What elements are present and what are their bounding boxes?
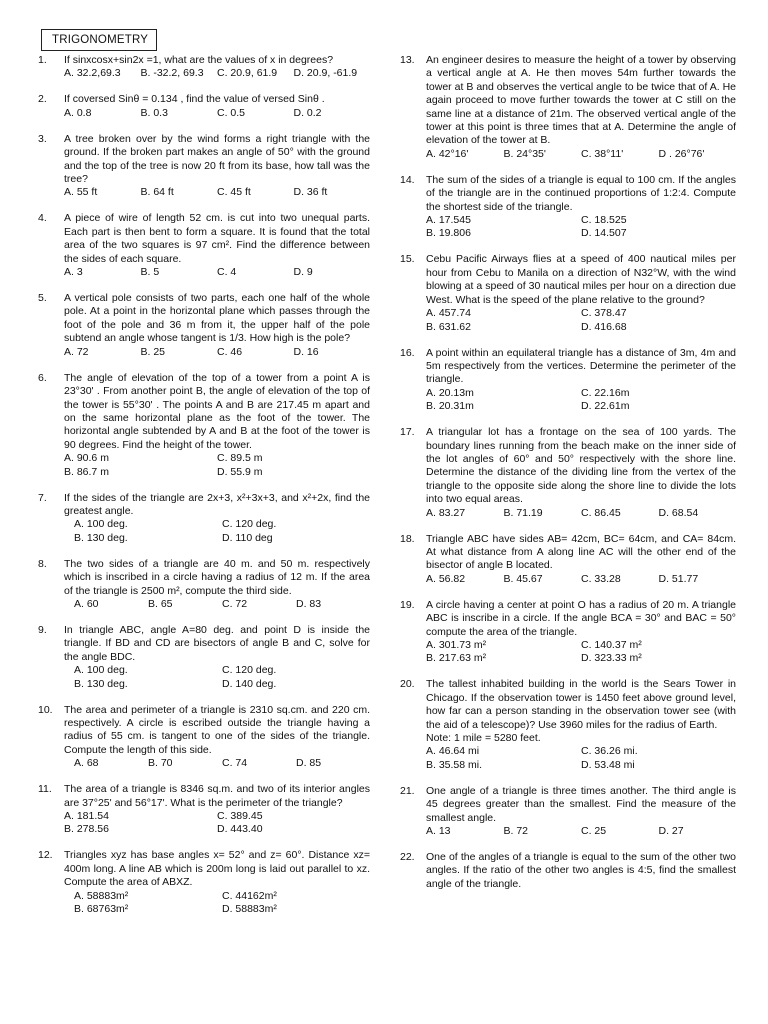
question-text: A triangular lot has a frontage on the sea of 100 yards. The boundary lines running from the beach make on the inner side of the lot angles of 60° and 50° respectively with the shore line. Determine the distance of the dividing line from the vertex of the triangle to the opposite side along the shore line to divide the lots into two equal areas.	[426, 426, 736, 506]
answer-option: B. 19.806	[426, 227, 471, 240]
answer-option: C. 74	[222, 757, 248, 770]
answer-option: B. 70	[148, 757, 173, 770]
answer-option: B. 72	[503, 825, 529, 838]
answer-option: A. 20.13m	[426, 386, 474, 399]
question-17	[400, 426, 736, 520]
question-10	[38, 704, 370, 771]
answer-option: B. 68763m²	[74, 903, 129, 916]
answer-option: B. 71.19	[503, 506, 543, 519]
answer-option: D. 140 deg.	[222, 677, 277, 690]
answer-option: A. 457.74	[426, 307, 471, 320]
answer-option: B. 631.62	[426, 320, 471, 333]
answer-option: A. 3	[64, 266, 83, 279]
question-number: 10.	[38, 703, 53, 716]
answer-option: C. 72	[222, 597, 248, 610]
question-2	[38, 93, 370, 120]
answer-option: D. 323.33 m²	[581, 652, 642, 665]
question-text: The area and perimeter of a triangle is 2310 sq.cm. and 220 cm. respectively. A circle is escribed outside the triangle having a radius of 55 cm. is tangent to one of the sides of the triangle. Compute the length of this side.	[64, 703, 370, 756]
question-number: 18.	[400, 532, 415, 545]
answer-options	[426, 507, 736, 520]
answer-options	[426, 307, 736, 334]
question-16	[400, 347, 736, 414]
answer-option: B. 45.67	[503, 572, 543, 585]
question-number: 19.	[400, 598, 415, 611]
answer-options	[426, 639, 736, 666]
answer-options	[64, 186, 370, 199]
answer-option: C. 86.45	[581, 506, 621, 519]
answer-options	[64, 346, 370, 359]
answer-option: B. 0.3	[140, 106, 168, 119]
question-text: The tallest inhabited building in the world is the Sears Tower in Chicago. If the observation tower is 1450 feet above ground level, how far can a person standing in the observation tower see (with the aid of a telescope)? Use 3960 miles for the radius of Earth.	[426, 678, 736, 731]
answer-options	[426, 573, 736, 586]
answer-options	[64, 266, 370, 279]
answer-option: B. 86.7 m	[64, 465, 109, 478]
question-text: A vertical pole consists of two parts, each one half of the whole pole. At a point in the horizontal plane which passes through the foot of the pole and 36 m from it, the upper half of the pole subtend an angle whose tangent is 1/3. How high is the pole?	[64, 292, 370, 345]
question-6	[38, 372, 370, 479]
answer-option: B. 130 deg.	[74, 531, 128, 544]
answer-option: D. 0.2	[293, 106, 322, 119]
answer-option: C. 44162m²	[222, 889, 277, 902]
answer-option: D. 58883m²	[222, 903, 277, 916]
answer-options	[64, 757, 370, 770]
question-text: A tree broken over by the wind forms a right triangle with the ground. If the broken part makes an angle of 50° with the ground and the top of the tree is now 20 ft from its base, how tall was the tree?	[64, 132, 370, 186]
answer-option: D. 110 deg	[222, 531, 273, 544]
answer-option: A. 46.64 mi	[426, 745, 480, 758]
question-number: 5.	[38, 292, 47, 305]
question-text: Triangle ABC have sides AB= 42cm, BC= 64cm, and CA= 84cm. At what distance from A along line AC will the other end of the bisector of angle B located.	[426, 532, 736, 572]
question-12	[38, 849, 370, 916]
answer-option: C. 45 ft	[217, 186, 251, 199]
question-number: 11.	[38, 783, 52, 796]
answer-option: A. 0.8	[64, 106, 92, 119]
question-text: Cebu Pacific Airways flies at a speed of 400 nautical miles per hour from Cebu to Manila on a direction of N32°W, with the wind blowing at a speed of 30 nautical miles per hour on a direction due West. What is the speed of the plane relative to the ground?	[426, 253, 736, 306]
question-number: 16.	[400, 346, 415, 359]
question-text: If coversed Sinθ = 0.134 , find the value of versed Sinθ .	[64, 93, 325, 106]
answer-option: D. 443.40	[217, 823, 263, 836]
question-21	[400, 785, 736, 839]
question-text: The area of a triangle is 8346 sq.m. and two of its interior angles are 37°25' and 56°17'. What is the perimeter of the triangle?	[64, 783, 370, 809]
answer-option: D. 9	[293, 266, 313, 279]
answer-options	[426, 387, 736, 414]
answer-option: C. 18.525	[581, 214, 627, 227]
question-3	[38, 133, 370, 200]
question-number: 7.	[38, 491, 47, 504]
question-19	[400, 599, 736, 666]
answer-option: D . 26°76'	[658, 147, 705, 160]
question-18	[400, 533, 736, 587]
question-20	[400, 678, 736, 772]
question-4	[38, 212, 370, 279]
question-text: The angle of elevation of the top of a tower from a point A is 23°30' . From another point B, the angle of elevation of the top of the tower is 55°30' . The points A and B are 217.45 m apart and on the same horizontal plane as the foot of the tower. The horizontal angle subtended by A and B at the foot of the tower is 90 degrees. Find the height of the tower.	[64, 371, 370, 451]
answer-option: B. 278.56	[64, 823, 109, 836]
question-7	[38, 492, 370, 546]
question-15	[400, 253, 736, 333]
answer-option: D. 83	[296, 597, 322, 610]
answer-option: A. 68	[74, 757, 99, 770]
answer-option: C. 120 deg.	[222, 518, 277, 531]
question-text: The sum of the sides of a triangle is equal to 100 cm. If the angles of the triangle are in the continued proportions of 1:2:4. Compute the shortest side of the triangle.	[426, 173, 736, 213]
question-22	[400, 851, 736, 891]
question-text: A piece of wire of length 52 cm. is cut into two unequal parts. Each part is then bent to form a square. It is found that the total area of the two squares is 97 cm². Find the difference between the sides of each square.	[64, 212, 370, 265]
answer-option: D. 85	[296, 757, 322, 770]
answer-option: B. 65	[148, 597, 173, 610]
answer-option: A. 32.2,69.3	[64, 67, 121, 80]
answer-options	[64, 664, 370, 691]
answer-option: A. 100 deg.	[74, 664, 128, 677]
answer-option: C. 378.47	[581, 307, 627, 320]
answer-options	[426, 745, 736, 772]
answer-options	[426, 825, 736, 838]
question-number: 6.	[38, 371, 47, 384]
question-number: 1.	[38, 54, 47, 66]
question-1	[38, 54, 370, 81]
question-9	[38, 624, 370, 691]
answer-option: A. 83.27	[426, 506, 466, 519]
answer-options	[426, 148, 736, 161]
answer-option: C. 4	[217, 266, 237, 279]
question-text: If sinxcosx+sin2x =1, what are the values of x in degrees?	[64, 54, 334, 66]
answer-option: A. 13	[426, 825, 451, 838]
answer-option: B. -32.2, 69.3	[140, 67, 204, 80]
answer-option: A. 55 ft	[64, 186, 98, 199]
answer-option: D. 16	[293, 345, 319, 358]
answer-option: B. 25	[140, 345, 166, 358]
section-title: TRIGONOMETRY	[41, 29, 157, 51]
answer-options	[426, 214, 736, 241]
answer-option: A. 60	[74, 597, 99, 610]
answer-option: D. 51.77	[658, 572, 699, 585]
question-number: 9.	[38, 623, 47, 636]
answer-option: A. 56.82	[426, 572, 466, 585]
answer-option: C. 389.45	[217, 810, 263, 823]
answer-option: C. 20.9, 61.9	[217, 67, 278, 80]
answer-option: A. 90.6 m	[64, 452, 109, 465]
answer-option: C. 120 deg.	[222, 664, 277, 677]
question-number: 15.	[400, 253, 415, 266]
question-number: 17.	[400, 426, 415, 439]
answer-options	[64, 890, 370, 917]
answer-option: C. 36.26 mi.	[581, 745, 638, 758]
question-13	[400, 54, 736, 161]
question-text: A point within an equilateral triangle has a distance of 3m, 4m and 5m respectively from the vertices. Determine the perimeter of the triangle.	[426, 346, 736, 386]
question-text: The two sides of a triangle are 40 m. and 50 m. respectively which is inscribed in a circle having a radius of 12 m. If the area of the triangle is 2500 m², compute the third side.	[64, 557, 370, 597]
question-number: 14.	[400, 173, 415, 186]
right-column	[400, 54, 736, 904]
question-number: 2.	[38, 93, 47, 106]
answer-option: A. 58883m²	[74, 889, 129, 902]
answer-option: B. 24°35'	[503, 147, 546, 160]
answer-option: A. 17.545	[426, 214, 471, 227]
answer-option: B. 35.58 mi.	[426, 758, 483, 771]
answer-option: D. 68.54	[658, 506, 699, 519]
question-text: An engineer desires to measure the height of a tower by observing a vertical angle at A. He then moves 54m further towards the tower at B and observes the vertical angle to be twice that of A. He again proceed to move further towards the tower at C still on the same line at a distance of 21m. The observed vertical angle of the tower at this point is three times that at A. Determine the angle of elevation of the tower at B.	[426, 54, 736, 147]
answer-option: D. 20.9, -61.9	[293, 67, 358, 80]
answer-option: C. 22.16m	[581, 386, 630, 399]
question-text: One of the angles of a triangle is equal to the sum of the other two angles. If the ratio of the other two angles is 4:5, find the smallest angle of the triangle.	[426, 851, 736, 890]
answer-option: A. 181.54	[64, 810, 109, 823]
question-11	[38, 783, 370, 837]
question-number: 20.	[400, 678, 415, 691]
answer-option: C. 0.5	[217, 106, 246, 119]
answer-option: C. 38°11'	[581, 147, 624, 160]
question-number: 8.	[38, 557, 47, 570]
question-number: 4.	[38, 212, 47, 225]
question-number: 3.	[38, 132, 47, 145]
question-text: One angle of a triangle is three times another. The third angle is 45 degrees greater than the smallest. Find the measure of the smallest angle.	[426, 784, 736, 824]
question-number: 22.	[400, 851, 415, 864]
answer-option: C. 33.28	[581, 572, 621, 585]
answer-options	[64, 452, 370, 479]
question-14	[400, 174, 736, 241]
answer-option: D. 416.68	[581, 320, 627, 333]
answer-option: A. 100 deg.	[74, 518, 128, 531]
answer-options	[64, 598, 370, 611]
question-8	[38, 558, 370, 612]
answer-options	[64, 107, 370, 120]
answer-option: A. 72	[64, 345, 89, 358]
answer-options	[64, 810, 370, 837]
answer-option: B. 130 deg.	[74, 677, 128, 690]
answer-option: D. 55.9 m	[217, 465, 263, 478]
question-note: Note: 1 mile = 5280 feet.	[426, 732, 541, 745]
answer-option: A. 301.73 m²	[426, 639, 487, 651]
answer-options	[64, 67, 370, 80]
answer-option: C. 25	[581, 825, 607, 838]
left-column	[38, 54, 370, 929]
answer-options	[64, 518, 370, 545]
question-text: If the sides of the triangle are 2x+3, x²+3x+3, and x²+2x, find the greatest angle.	[64, 491, 370, 517]
question-text: Triangles xyz has base angles x= 52° and z= 60°. Distance xz= 400m long. A line AB which is 200m long is laid out parallel to xz. Compute the area of ABXZ.	[64, 849, 370, 889]
answer-option: B. 20.31m	[426, 400, 474, 413]
answer-option: D. 14.507	[581, 227, 627, 240]
question-text: In triangle ABC, angle A=80 deg. and point D is inside the triangle. If BD and CD are bisectors of angle B and C, solve for the angle BDC.	[64, 623, 370, 663]
answer-option: D. 53.48 mi	[581, 758, 635, 771]
answer-option: C. 46	[217, 345, 243, 358]
answer-option: B. 64 ft	[140, 186, 174, 199]
answer-option: D. 36 ft	[293, 186, 328, 199]
answer-option: A. 42°16'	[426, 147, 469, 160]
answer-option: C. 89.5 m	[217, 452, 263, 465]
question-number: 13.	[400, 54, 415, 66]
question-number: 21.	[400, 784, 415, 797]
question-text: A circle having a center at point O has a radius of 20 m. A triangle ABC is inscribe in a circle. If the angle BCA = 30° and BAC = 50° compute the area of the triangle.	[426, 598, 736, 638]
answer-option: C. 140.37 m²	[581, 639, 642, 651]
answer-option: B. 217.63 m²	[426, 652, 487, 665]
question-number: 12.	[38, 849, 53, 862]
question-5	[38, 292, 370, 359]
answer-option: D. 27	[658, 825, 684, 838]
answer-option: B. 5	[140, 266, 160, 279]
answer-option: D. 22.61m	[581, 400, 630, 413]
